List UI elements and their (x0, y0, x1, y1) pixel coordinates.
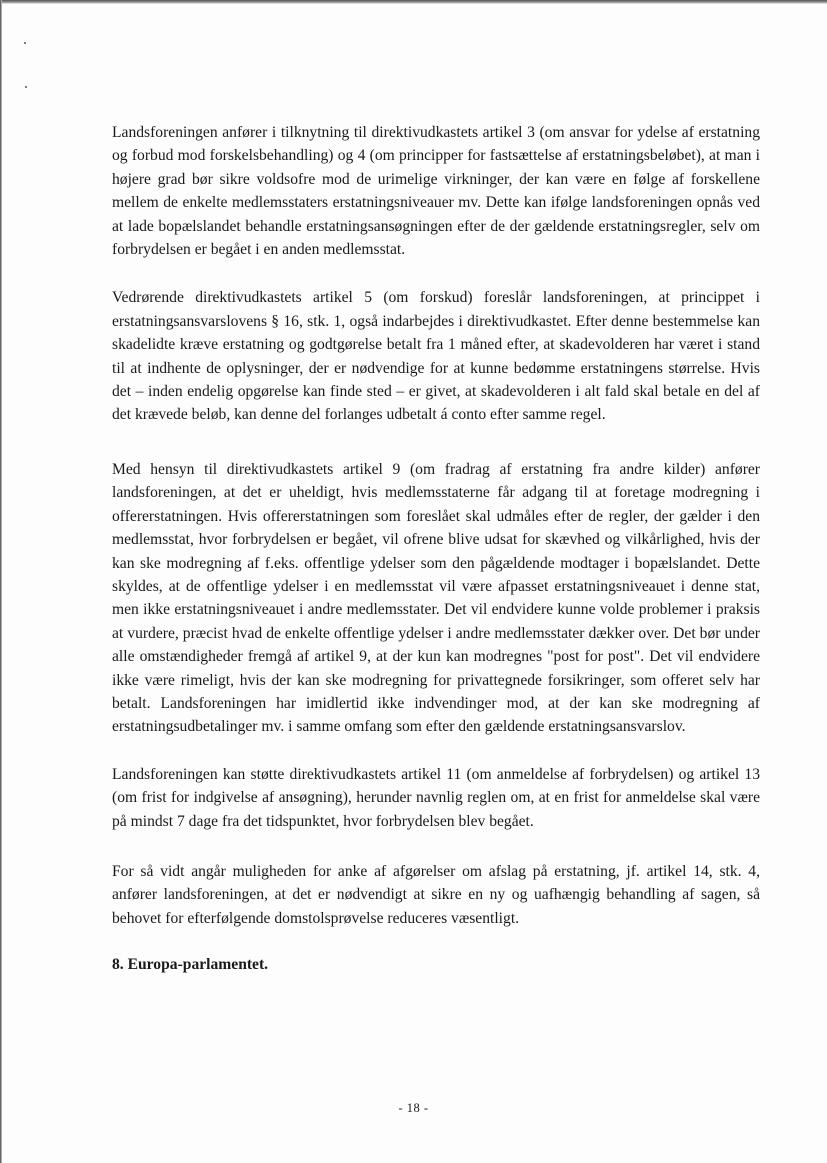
paragraph-article-3-4: Landsforeningen anfører i tilknytning til direktivudkastets artikel 3 (om ansvar for ydelse af erstatning og forbud mod forskelsbehandling) og 4 (om principper for fastsættelse af erstatningsbeløbet), at man i højere grad bør sikre voldsofre mod de urimelige virkninger, der kan være en følge af forskellene mellem de enkelte medlemsstaters erstatningsniveauer mv. Dette kan ifølge landsforeningen opnås ved at lade bopælslandet behandle erstatningsansøgningen efter de der gældende erstatningsregler, selv om forbrydelsen er begået i en anden medlemsstat. (112, 124, 760, 259)
paragraph-article-5: Vedrørende direktivudkastets artikel 5 (om forskud) foreslår landsforeningen, at princippet i erstatningsansvarslovens § 16, stk. 1, også indarbejdes i direktivudkastet. Efter denne bestemmelse kan skadelidte kræve erstatning og godtgørelse betalt fra 1 måned efter, at skadevolderen har været i stand til at indhente de oplysninger, der er nødvendige for at kunne bedømme erstatningens størrelse. Hvis det – inden endelig opgørelse kan finde sted – er givet, at skadevolderen i alt fald skal betale en del af det krævede beløb, kan denne del forlanges udbetalt á conto efter samme regel. (112, 289, 760, 424)
scan-speck (25, 86, 27, 88)
document-body (112, 121, 760, 976)
section-heading: 8. Europa-parlamentet. (112, 956, 269, 974)
scan-left-edge (0, 0, 2, 1163)
paragraph-article-11-13: Landsforeningen kan støtte direktivudkastets artikel 11 (om anmeldelse af forbrydelsen) og artikel 13 (om frist for indgivelse af ansøgning), herunder navnlig reglen om, at en frist for anmeldelse skal være på mindst 7 dage fra det tidspunktet, hvor forbrydelsen blev begået. (112, 765, 760, 830)
scan-speck (24, 42, 26, 44)
paragraph-article-9: Med hensyn til direktivudkastets artikel 9 (om fradrag af erstatning fra andre kilder) anfører landsforeningen, at det er uheldigt, hvis medlemsstaterne får adgang til at foretage modregning i offererstatningen. Hvis offererstatningen som foreslået skal udmåles efter de regler, der gælder i den medlemsstat, hvor forbrydelsen er begået, vil ofrene blive udsat for skævhed og vilkårlighed, hvis der kan ske modregning af f.eks. offentlige ydelser som den pågældende modtager i bopælslandet. Dette skyldes, at de offentlige ydelser i en medlemsstat vil være afpasset erstatningsniveauet i denne stat, men ikke erstatningsniveauet i andre medlemsstater. Det vil endvidere kunne volde problemer i praksis at vurdere, præcist hvad de enkelte offentlige ydelser i andre medlemsstater dækker over. Det bør under alle omstændigheder fremgå af artikel 9, at der kun kan modregnes "post for post". Det vil endvidere ikke være rimeligt, hvis der kan ske modregning for privattegnede forsikringer, som offeret selv har betalt. Landsforeningen har imidlertid ikke indvendinger mod, at der kan ske modregning af erstatningsudbetalinger mv. i samme omfang som efter den gældende erstatningsansvarslov. (112, 460, 760, 736)
page-number: - 18 - (398, 1101, 429, 1115)
paragraph-article-14: For så vidt angår muligheden for anke af afgørelser om afslag på erstatning, jf. artikel 14, stk. 4, anfører landsforeningen, at det er nødvendigt at sikre en ny og uafhængig behandling af sagen, så behovet for efterfølgende domstolsprøvelse reduceres væsentligt. (112, 862, 760, 927)
scan-top-edge (0, 0, 827, 4)
